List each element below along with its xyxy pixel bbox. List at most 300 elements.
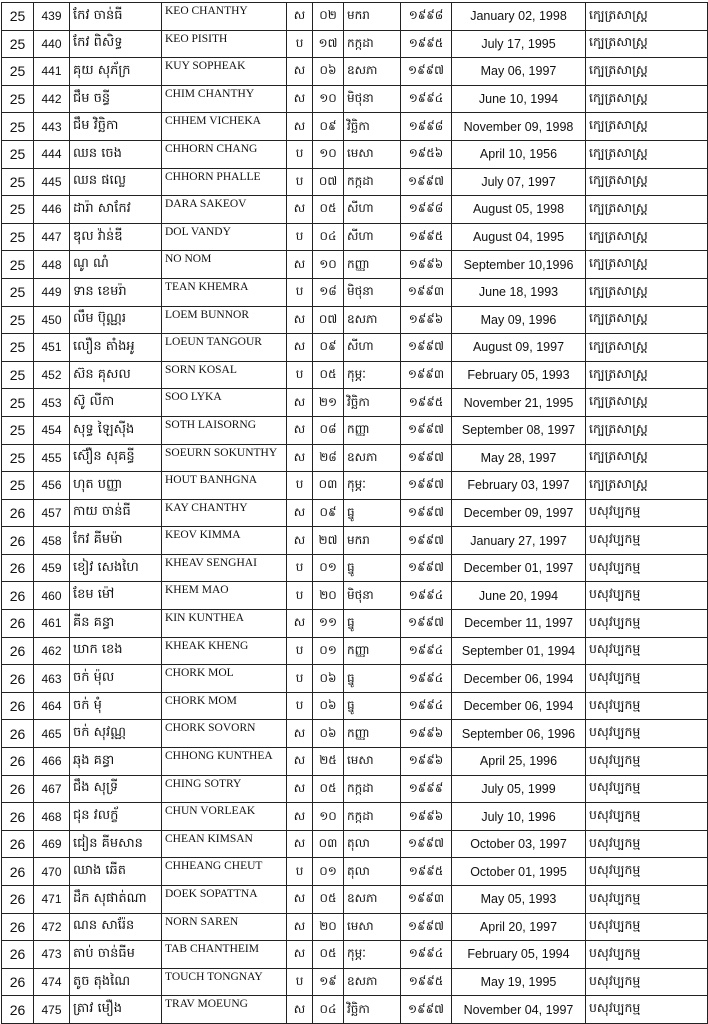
birth-day: ១៩: [313, 968, 344, 996]
group-number: 26: [2, 720, 34, 748]
birth-month: កុម្ភៈ: [344, 361, 401, 389]
birth-month: ឧសភា: [344, 444, 401, 472]
sex: ស: [287, 720, 313, 748]
birth-month: មិថុនា: [344, 582, 401, 610]
table-row: [2, 775, 708, 803]
sex: ស: [287, 996, 313, 1024]
major: បសុវប្បកម្ម: [586, 830, 708, 858]
birth-year: ១៩៩៤: [401, 665, 452, 693]
birth-date-english: February 05, 1994: [452, 941, 586, 969]
khmer-name: ជុន វលក្ខ័: [70, 803, 162, 831]
latin-name: SORN KOSAL: [162, 361, 287, 389]
birth-month: មករា: [344, 3, 401, 31]
table-row: [2, 113, 708, 141]
latin-name: DARA SAKEOV: [162, 196, 287, 224]
birth-day: ១០: [313, 803, 344, 831]
birth-day: ០៦: [313, 692, 344, 720]
birth-day: ០៦: [313, 665, 344, 693]
latin-name: KHEAV SENGHAI: [162, 554, 287, 582]
birth-year: ១៩៩៧: [401, 996, 452, 1024]
birth-day: ២០: [313, 913, 344, 941]
major: ក្បេត្រសាស្ត្រ: [586, 30, 708, 58]
row-number: 474: [34, 968, 70, 996]
group-number: 26: [2, 886, 34, 914]
birth-year: ១៩៩៥: [401, 968, 452, 996]
birth-month: សីហា: [344, 196, 401, 224]
birth-day: ០៥: [313, 196, 344, 224]
major: បសុវប្បកម្ម: [586, 720, 708, 748]
latin-name: KEOV KIMMA: [162, 527, 287, 555]
group-number: 26: [2, 913, 34, 941]
group-number: 25: [2, 58, 34, 86]
birth-month: ឧសភា: [344, 886, 401, 914]
sex: ប: [287, 472, 313, 500]
birth-month: កញ្ញា: [344, 637, 401, 665]
birth-month: ធ្នូ: [344, 665, 401, 693]
birth-month: កក្កដា: [344, 775, 401, 803]
birth-date-english: December 09, 1997: [452, 499, 586, 527]
latin-name: TRAV MOEUNG: [162, 996, 287, 1024]
birth-date-english: December 01, 1997: [452, 554, 586, 582]
khmer-name: កែវ គីមម៉ា: [70, 527, 162, 555]
birth-date-english: June 10, 1994: [452, 85, 586, 113]
table-row: [2, 968, 708, 996]
major: ក្បេត្រសាស្ត្រ: [586, 168, 708, 196]
major: ក្បេត្រសាស្ត្រ: [586, 472, 708, 500]
sex: ស: [287, 527, 313, 555]
birth-year: ១៩៥៦: [401, 140, 452, 168]
birth-year: ១៩៩៧: [401, 472, 452, 500]
sex: ប: [287, 554, 313, 582]
khmer-name: ជឹម វិច្ឆិកា: [70, 113, 162, 141]
table-row: [2, 140, 708, 168]
row-number: 455: [34, 444, 70, 472]
birth-month: ធ្នូ: [344, 554, 401, 582]
sex: ស: [287, 85, 313, 113]
birth-day: ០១: [313, 858, 344, 886]
birth-month: មេសា: [344, 913, 401, 941]
major: បសុវប្បកម្ម: [586, 858, 708, 886]
group-number: 26: [2, 665, 34, 693]
group-number: 26: [2, 941, 34, 969]
table-row: [2, 3, 708, 31]
birth-month: ធ្នូ: [344, 610, 401, 638]
group-number: 25: [2, 85, 34, 113]
row-number: 449: [34, 278, 70, 306]
major: បសុវប្បកម្ម: [586, 968, 708, 996]
group-number: 25: [2, 196, 34, 224]
major: ក្បេត្រសាស្ត្រ: [586, 3, 708, 31]
khmer-name: កាយ ចាន់ធី: [70, 499, 162, 527]
sex: ស: [287, 830, 313, 858]
latin-name: CHHORN PHALLE: [162, 168, 287, 196]
birth-date-english: April 10, 1956: [452, 140, 586, 168]
sex: ស: [287, 886, 313, 914]
group-number: 25: [2, 168, 34, 196]
latin-name: DOEK SOPATTNA: [162, 886, 287, 914]
sex: ស: [287, 775, 313, 803]
birth-year: ១៩៩៦: [401, 748, 452, 776]
birth-day: ០៧: [313, 168, 344, 196]
birth-year: ១៩៩៧: [401, 913, 452, 941]
table-row: [2, 665, 708, 693]
latin-name: LOEM BUNNOR: [162, 306, 287, 334]
birth-year: ១៩៩៧: [401, 499, 452, 527]
table-row: [2, 416, 708, 444]
birth-year: ១៩៩៣: [401, 361, 452, 389]
table-row: [2, 58, 708, 86]
sex: ប: [287, 361, 313, 389]
table-row: [2, 251, 708, 279]
table-row: [2, 720, 708, 748]
birth-date-english: December 11, 1997: [452, 610, 586, 638]
row-number: 439: [34, 3, 70, 31]
birth-day: ០១: [313, 637, 344, 665]
group-number: 25: [2, 306, 34, 334]
table-row: [2, 334, 708, 362]
major: ក្បេត្រសាស្ត្រ: [586, 251, 708, 279]
sex: ស: [287, 748, 313, 776]
group-number: 25: [2, 140, 34, 168]
khmer-name: តូច តុងណៃ: [70, 968, 162, 996]
sex: ប: [287, 692, 313, 720]
khmer-name: ជឹង សុទ្រី: [70, 775, 162, 803]
khmer-name: ខែម ម៉ៅ: [70, 582, 162, 610]
row-number: 451: [34, 334, 70, 362]
khmer-name: ស៊ឿន សុគន្ធី: [70, 444, 162, 472]
major: បសុវប្បកម្ម: [586, 527, 708, 555]
birth-month: ឧសភា: [344, 968, 401, 996]
latin-name: DOL VANDY: [162, 223, 287, 251]
table-row: [2, 886, 708, 914]
group-number: 26: [2, 527, 34, 555]
major: បសុវប្បកម្ម: [586, 886, 708, 914]
sex: ស: [287, 251, 313, 279]
birth-date-english: February 05, 1993: [452, 361, 586, 389]
khmer-name: ឃាក ខេង: [70, 637, 162, 665]
group-number: 26: [2, 692, 34, 720]
birth-month: ឧសភា: [344, 306, 401, 334]
khmer-name: គុយ សុភ័ក្រ: [70, 58, 162, 86]
row-number: 461: [34, 610, 70, 638]
birth-date-english: October 03, 1997: [452, 830, 586, 858]
birth-date-english: August 04, 1995: [452, 223, 586, 251]
khmer-name: ជៀន គីមសាន: [70, 830, 162, 858]
latin-name: CHHORN CHANG: [162, 140, 287, 168]
row-number: 475: [34, 996, 70, 1024]
birth-year: ១៩៩៩: [401, 775, 452, 803]
row-number: 469: [34, 830, 70, 858]
row-number: 473: [34, 941, 70, 969]
row-number: 462: [34, 637, 70, 665]
group-number: 26: [2, 554, 34, 582]
major: បសុវប្បកម្ម: [586, 610, 708, 638]
khmer-name: ខៀវ សេងហៃ: [70, 554, 162, 582]
latin-name: TOUCH TONGNAY: [162, 968, 287, 996]
birth-day: ២៥: [313, 748, 344, 776]
birth-year: ១៩៩៤: [401, 692, 452, 720]
row-number: 460: [34, 582, 70, 610]
birth-date-english: July 10, 1996: [452, 803, 586, 831]
khmer-name: ឈន ផល្លេ: [70, 168, 162, 196]
birth-month: មេសា: [344, 748, 401, 776]
table-row: [2, 637, 708, 665]
birth-day: ០៧: [313, 306, 344, 334]
row-number: 440: [34, 30, 70, 58]
table-row: [2, 610, 708, 638]
student-list-table: [1, 2, 708, 1024]
major: ក្បេត្រសាស្ត្រ: [586, 278, 708, 306]
khmer-name: ឌុល វ៉ាន់ឌី: [70, 223, 162, 251]
sex: ស: [287, 334, 313, 362]
birth-date-english: May 06, 1997: [452, 58, 586, 86]
khmer-name: ទាន ខេមរ៉ា: [70, 278, 162, 306]
table-row: [2, 941, 708, 969]
birth-month: មិថុនា: [344, 278, 401, 306]
birth-year: ១៩៩៨: [401, 196, 452, 224]
birth-year: ១៩៩៨: [401, 113, 452, 141]
row-number: 459: [34, 554, 70, 582]
birth-day: ០៣: [313, 472, 344, 500]
major: ក្បេត្រសាស្ត្រ: [586, 334, 708, 362]
birth-date-english: May 09, 1996: [452, 306, 586, 334]
birth-year: ១៩៩៦: [401, 306, 452, 334]
table-row: [2, 85, 708, 113]
major: បសុវប្បកម្ម: [586, 748, 708, 776]
major: ក្បេត្រសាស្ត្រ: [586, 140, 708, 168]
table-row: [2, 692, 708, 720]
latin-name: CHORK SOVORN: [162, 720, 287, 748]
latin-name: LOEUN TANGOUR: [162, 334, 287, 362]
sex: ស: [287, 913, 313, 941]
group-number: 25: [2, 389, 34, 417]
major: បសុវប្បកម្ម: [586, 913, 708, 941]
birth-day: ០៦: [313, 720, 344, 748]
birth-date-english: September 01, 1994: [452, 637, 586, 665]
birth-day: ០៩: [313, 113, 344, 141]
birth-year: ១៩៩៦: [401, 720, 452, 748]
major: បសុវប្បកម្ម: [586, 941, 708, 969]
birth-year: ១៩៩៥: [401, 223, 452, 251]
birth-date-english: April 25, 1996: [452, 748, 586, 776]
sex: ប: [287, 665, 313, 693]
birth-year: ១៩៩៧: [401, 610, 452, 638]
group-number: 25: [2, 3, 34, 31]
birth-month: កុម្ភៈ: [344, 941, 401, 969]
birth-month: វិច្ឆិកា: [344, 996, 401, 1024]
sex: ប: [287, 223, 313, 251]
birth-date-english: December 06, 1994: [452, 665, 586, 693]
birth-month: សីហា: [344, 334, 401, 362]
major: បសុវប្បកម្ម: [586, 554, 708, 582]
table-row: [2, 996, 708, 1024]
group-number: 25: [2, 334, 34, 362]
birth-month: ធ្នូ: [344, 499, 401, 527]
major: បសុវប្បកម្ម: [586, 996, 708, 1024]
birth-month: មេសា: [344, 140, 401, 168]
birth-day: ១០: [313, 85, 344, 113]
sex: ស: [287, 306, 313, 334]
latin-name: CHORK MOL: [162, 665, 287, 693]
group-number: 25: [2, 444, 34, 472]
birth-date-english: February 03, 1997: [452, 472, 586, 500]
birth-day: ១១: [313, 610, 344, 638]
birth-date-english: July 07, 1997: [452, 168, 586, 196]
birth-year: ១៩៩៤: [401, 85, 452, 113]
latin-name: CHIM CHANTHY: [162, 85, 287, 113]
birth-date-english: October 01, 1995: [452, 858, 586, 886]
khmer-name: ចក់ ម៉ុល: [70, 665, 162, 693]
khmer-name: លឹម ប៊ុណ្ណរ: [70, 306, 162, 334]
sex: ស: [287, 803, 313, 831]
birth-month: កញ្ញា: [344, 251, 401, 279]
birth-day: ២១: [313, 389, 344, 417]
birth-month: វិច្ឆិកា: [344, 389, 401, 417]
table-row: [2, 30, 708, 58]
sex: ស: [287, 416, 313, 444]
birth-month: ឧសភា: [344, 58, 401, 86]
major: ក្បេត្រសាស្ត្រ: [586, 389, 708, 417]
birth-date-english: September 10,1996: [452, 251, 586, 279]
table-row: [2, 278, 708, 306]
birth-day: ០៣: [313, 830, 344, 858]
birth-month: កញ្ញា: [344, 416, 401, 444]
khmer-name: ឆុង គន្ធា: [70, 748, 162, 776]
birth-year: ១៩៩៧: [401, 527, 452, 555]
row-number: 441: [34, 58, 70, 86]
birth-day: ០៥: [313, 775, 344, 803]
birth-year: ១៩៩៧: [401, 830, 452, 858]
khmer-name: ស៊ូ លីកា: [70, 389, 162, 417]
birth-date-english: April 20, 1997: [452, 913, 586, 941]
sex: ប: [287, 278, 313, 306]
birth-year: ១៩៩៤: [401, 637, 452, 665]
birth-day: ២០: [313, 582, 344, 610]
khmer-name: កែវ ពិសិទ្ធ: [70, 30, 162, 58]
birth-date-english: August 05, 1998: [452, 196, 586, 224]
birth-date-english: May 05, 1993: [452, 886, 586, 914]
birth-day: ០៥: [313, 886, 344, 914]
khmer-name: ស៊ន គុសល: [70, 361, 162, 389]
birth-year: ១៩៩៥: [401, 389, 452, 417]
table-row: [2, 444, 708, 472]
birth-day: ០៦: [313, 58, 344, 86]
latin-name: KAY CHANTHY: [162, 499, 287, 527]
row-number: 466: [34, 748, 70, 776]
birth-day: ១៧: [313, 30, 344, 58]
birth-month: កុម្ភៈ: [344, 472, 401, 500]
latin-name: CHHEANG CHEUT: [162, 858, 287, 886]
table-row: [2, 306, 708, 334]
group-number: 26: [2, 858, 34, 886]
latin-name: CHUN VORLEAK: [162, 803, 287, 831]
birth-date-english: May 19, 1995: [452, 968, 586, 996]
row-number: 443: [34, 113, 70, 141]
birth-day: ០៤: [313, 223, 344, 251]
group-number: 26: [2, 775, 34, 803]
birth-month: កក្កដា: [344, 168, 401, 196]
row-number: 448: [34, 251, 70, 279]
sex: ស: [287, 499, 313, 527]
latin-name: SOO LYKA: [162, 389, 287, 417]
birth-day: ០៩: [313, 499, 344, 527]
khmer-name: ឈាង ឆើត: [70, 858, 162, 886]
major: ក្បេត្រសាស្ត្រ: [586, 58, 708, 86]
latin-name: CHORK MOM: [162, 692, 287, 720]
table-row: [2, 361, 708, 389]
khmer-name: ហុត បញ្ញា: [70, 472, 162, 500]
birth-date-english: June 18, 1993: [452, 278, 586, 306]
birth-day: ១០: [313, 251, 344, 279]
birth-month: មករា: [344, 527, 401, 555]
birth-month: តុលា: [344, 858, 401, 886]
major: ក្បេត្រសាស្ត្រ: [586, 361, 708, 389]
latin-name: KHEM MAO: [162, 582, 287, 610]
sex: ប: [287, 168, 313, 196]
khmer-name: ឈន ចេង: [70, 140, 162, 168]
birth-date-english: September 08, 1997: [452, 416, 586, 444]
row-number: 471: [34, 886, 70, 914]
table-row: [2, 168, 708, 196]
group-number: 26: [2, 803, 34, 831]
table-row: [2, 196, 708, 224]
sex: ស: [287, 941, 313, 969]
major: បសុវប្បកម្ម: [586, 499, 708, 527]
table-row: [2, 527, 708, 555]
birth-day: ០៩: [313, 334, 344, 362]
row-number: 453: [34, 389, 70, 417]
group-number: 26: [2, 499, 34, 527]
birth-year: ១៩៩៤: [401, 941, 452, 969]
latin-name: KHEAK KHENG: [162, 637, 287, 665]
group-number: 25: [2, 472, 34, 500]
birth-date-english: September 06, 1996: [452, 720, 586, 748]
major: ក្បេត្រសាស្ត្រ: [586, 223, 708, 251]
latin-name: KUY SOPHEAK: [162, 58, 287, 86]
birth-month: វិច្ឆិកា: [344, 113, 401, 141]
birth-day: ២៨: [313, 444, 344, 472]
major: បសុវប្បកម្ម: [586, 665, 708, 693]
latin-name: SOTH LAISORNG: [162, 416, 287, 444]
group-number: 26: [2, 637, 34, 665]
row-number: 454: [34, 416, 70, 444]
major: បសុវប្បកម្ម: [586, 692, 708, 720]
birth-date-english: November 21, 1995: [452, 389, 586, 417]
birth-date-english: December 06, 1994: [452, 692, 586, 720]
khmer-name: ដឹក សុផាត់ណា: [70, 886, 162, 914]
table-row: [2, 830, 708, 858]
row-number: 450: [34, 306, 70, 334]
birth-day: ២៧: [313, 527, 344, 555]
latin-name: KEO PISITH: [162, 30, 287, 58]
sex: ស: [287, 58, 313, 86]
birth-month: កញ្ញា: [344, 720, 401, 748]
row-number: 465: [34, 720, 70, 748]
birth-year: ១៩៩៣: [401, 886, 452, 914]
row-number: 444: [34, 140, 70, 168]
birth-month: មិថុនា: [344, 85, 401, 113]
birth-year: ១៩៩៦: [401, 803, 452, 831]
khmer-name: កែវ ចាន់ធី: [70, 3, 162, 31]
khmer-name: ណូ ណំ: [70, 251, 162, 279]
major: បសុវប្បកម្ម: [586, 637, 708, 665]
sex: ប: [287, 30, 313, 58]
table-row: [2, 472, 708, 500]
sex: ប: [287, 140, 313, 168]
birth-day: ០១: [313, 554, 344, 582]
sex: ស: [287, 3, 313, 31]
sex: ស: [287, 444, 313, 472]
